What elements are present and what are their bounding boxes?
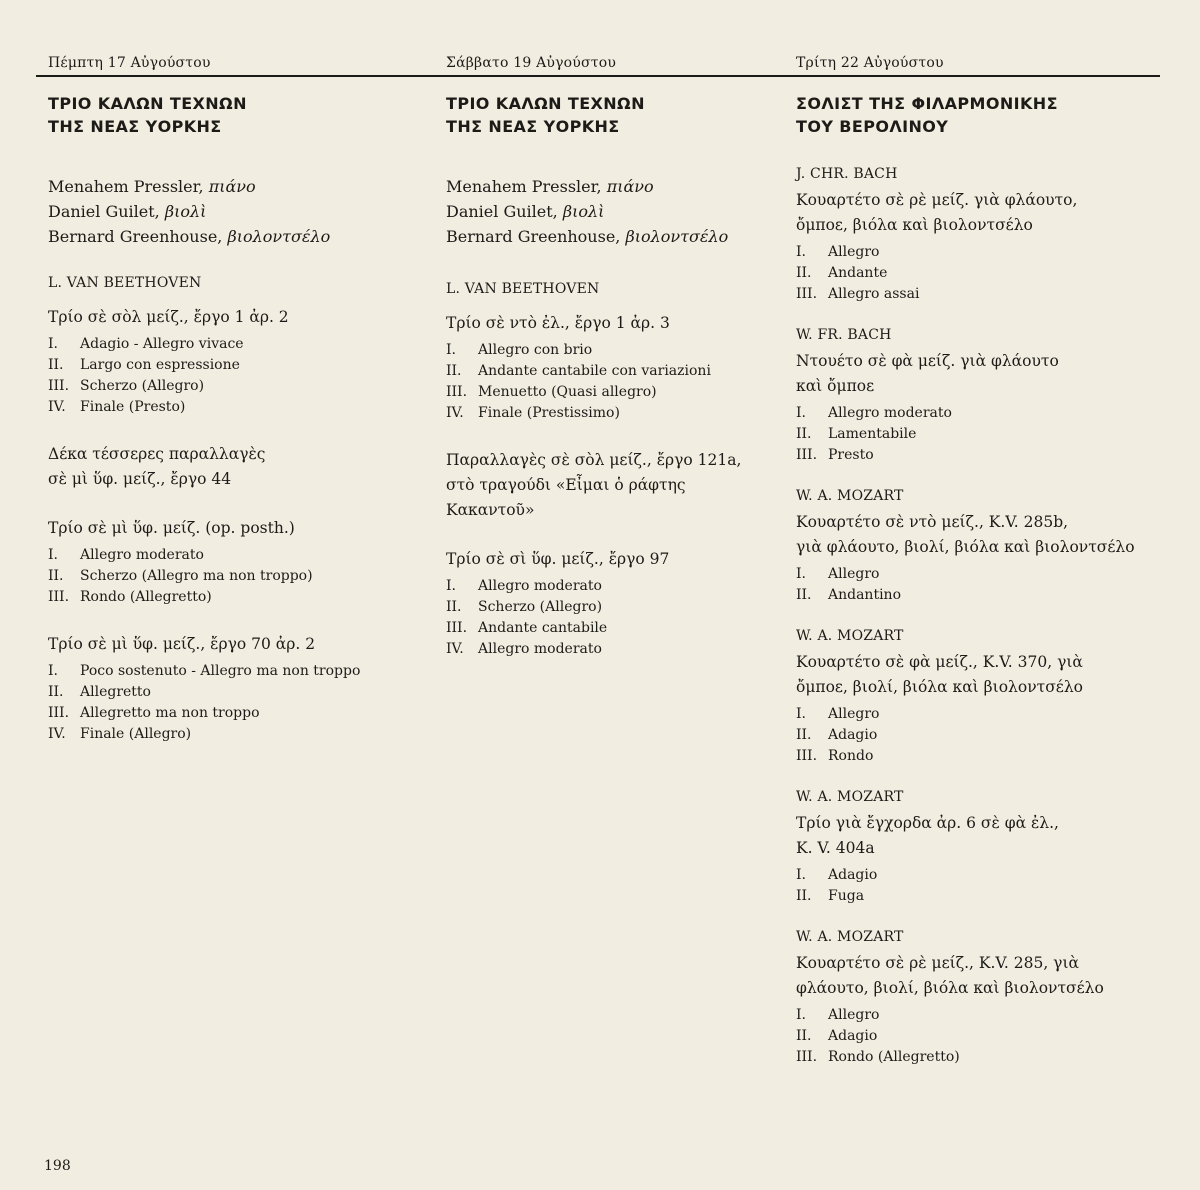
composer-name: L. VAN BEETHOVEN bbox=[446, 281, 600, 297]
work-title: Τρίο σὲ σὸλ μείζ., ἔργο 1 ἀρ. 2 bbox=[48, 308, 289, 326]
movement-title: Allegretto ma non troppo bbox=[80, 705, 260, 721]
performer-name: Menahem Pressler, bbox=[446, 177, 602, 196]
movement-number: III. bbox=[796, 1049, 818, 1065]
date-header-1: Πέμπτη 17 Αὐγούστου bbox=[48, 55, 211, 71]
work-title: γιὰ φλάουτο, βιολί, βιόλα καὶ βιολοντσέλο bbox=[796, 538, 1135, 556]
movement bbox=[48, 703, 360, 724]
movement-list bbox=[446, 340, 741, 424]
movement-title: Allegro con brio bbox=[478, 342, 593, 358]
movement-list bbox=[446, 576, 741, 660]
movement-title: Allegro bbox=[828, 1007, 880, 1023]
performer bbox=[446, 174, 741, 199]
movement bbox=[796, 403, 1135, 424]
performer-name: Bernard Greenhouse, bbox=[48, 227, 223, 246]
concert-title: ΤΗΣ ΝΕΑΣ ΥΟΡΚΗΣ bbox=[446, 117, 620, 136]
movement-number: IV. bbox=[446, 641, 464, 657]
work-title: Κουαρτέτο σὲ ρὲ μείζ. γιὰ φλάουτο, bbox=[796, 191, 1078, 209]
concert-title: ΤΟΥ ΒΕΡΟΛΙΝΟΥ bbox=[796, 117, 949, 136]
header-rule bbox=[36, 75, 1160, 77]
movement-title: Finale (Presto) bbox=[80, 399, 186, 415]
movement-list bbox=[796, 1005, 1135, 1068]
movement-title: Allegro bbox=[828, 566, 880, 582]
movement bbox=[796, 585, 1135, 606]
movement-number: II. bbox=[796, 587, 812, 603]
movement-number: III. bbox=[48, 705, 70, 721]
performer bbox=[48, 174, 360, 199]
movement bbox=[48, 566, 360, 587]
movement-title: Menuetto (Quasi allegro) bbox=[478, 384, 657, 400]
work-title: Τρίο γιὰ ἔγχορδα ἀρ. 6 σὲ φὰ ἐλ., bbox=[796, 814, 1059, 832]
movement-number: I. bbox=[796, 244, 806, 260]
movement-number: I. bbox=[446, 578, 456, 594]
movement bbox=[796, 445, 1135, 466]
movement-number: IV. bbox=[446, 405, 464, 421]
movement bbox=[446, 340, 741, 361]
composer-name: W. A. MOZART bbox=[796, 789, 904, 805]
movement-list bbox=[796, 242, 1135, 305]
movement-title: Adagio bbox=[828, 867, 878, 883]
concert-title: ΣΟΛΙΣΤ ΤΗΣ ΦΙΛΑΡΜΟΝΙΚΗΣ bbox=[796, 94, 1058, 113]
movement-title: Scherzo (Allegro) bbox=[80, 378, 205, 394]
work-title: Ντουέτο σὲ φὰ μείζ. γιὰ φλάουτο bbox=[796, 352, 1059, 370]
movement bbox=[796, 886, 1135, 907]
movement-title: Adagio bbox=[828, 1028, 878, 1044]
movement-list bbox=[48, 661, 360, 745]
work-title: Κουαρτέτο σὲ ντὸ μείζ., K.V. 285b, bbox=[796, 513, 1069, 531]
movement bbox=[48, 355, 360, 376]
composer-name: W. A. MOZART bbox=[796, 488, 904, 504]
performer-list bbox=[48, 174, 360, 249]
movement bbox=[796, 284, 1135, 305]
movement-list bbox=[796, 865, 1135, 907]
movement-title: Andante bbox=[828, 265, 888, 281]
movement bbox=[446, 597, 741, 618]
movement-number: II. bbox=[446, 599, 462, 615]
performer bbox=[48, 224, 360, 249]
page-number: 198 bbox=[44, 1158, 71, 1174]
composer-name: W. FR. BACH bbox=[796, 327, 892, 343]
performer bbox=[446, 224, 741, 249]
composer-name: W. A. MOZART bbox=[796, 628, 904, 644]
movement-title: Rondo (Allegretto) bbox=[828, 1049, 960, 1065]
movement bbox=[48, 376, 360, 397]
movement bbox=[446, 361, 741, 382]
composer-name: J. CHR. BACH bbox=[796, 166, 898, 182]
work-title: Δέκα τέσσερες παραλλαγὲς bbox=[48, 445, 266, 463]
movement-title: Largo con espressione bbox=[80, 357, 240, 373]
movement bbox=[796, 725, 1135, 746]
movement-number: II. bbox=[48, 568, 64, 584]
performer-instrument: πιάνο bbox=[208, 177, 256, 196]
performer-list bbox=[446, 174, 741, 249]
movement-number: IV. bbox=[48, 399, 66, 415]
movement-title: Andante cantabile con variazioni bbox=[478, 363, 711, 379]
movement-title: Fuga bbox=[828, 888, 865, 904]
movement-title: Allegro assai bbox=[828, 286, 920, 302]
movement-list bbox=[48, 334, 360, 418]
performer bbox=[48, 199, 360, 224]
movement-number: I. bbox=[796, 706, 806, 722]
movement-number: I. bbox=[48, 336, 58, 352]
movement-number: I. bbox=[48, 547, 58, 563]
work-title: καὶ ὄμποε bbox=[796, 377, 875, 395]
movement-title: Allegro bbox=[828, 706, 880, 722]
movement-title: Finale (Allegro) bbox=[80, 726, 192, 742]
movement bbox=[48, 397, 360, 418]
performer-name: Bernard Greenhouse, bbox=[446, 227, 621, 246]
composer-name: L. VAN BEETHOVEN bbox=[48, 275, 202, 291]
movement-number: I. bbox=[796, 405, 806, 421]
movement-number: III. bbox=[796, 748, 818, 764]
movement-title: Allegro moderato bbox=[478, 578, 602, 594]
concert-title: ΤΡΙΟ ΚΑΛΩΝ ΤΕΧΝΩΝ bbox=[446, 94, 645, 113]
movement bbox=[796, 746, 1135, 767]
work-title: Τρίο σὲ σὶ ὕφ. μείζ., ἔργο 97 bbox=[446, 550, 670, 568]
movement bbox=[48, 724, 360, 745]
work-title: φλάουτο, βιολί, βιόλα καὶ βιολοντσέλο bbox=[796, 979, 1104, 997]
performer-instrument: βιολοντσέλο bbox=[227, 227, 331, 246]
movement-title: Poco sostenuto - Allegro ma non troppo bbox=[80, 663, 361, 679]
movement-number: II. bbox=[48, 684, 64, 700]
movement-title: Andante cantabile bbox=[478, 620, 608, 636]
movement-title: Scherzo (Allegro) bbox=[478, 599, 603, 615]
movement-number: III. bbox=[446, 620, 468, 636]
movement bbox=[796, 242, 1135, 263]
movement-title: Allegro moderato bbox=[828, 405, 952, 421]
movement-title: Rondo bbox=[828, 748, 874, 764]
performer-instrument: βιολὶ bbox=[164, 202, 207, 221]
movement-number: I. bbox=[796, 867, 806, 883]
work-title: Παραλλαγὲς σὲ σὸλ μείζ., ἔργο 121a, bbox=[446, 451, 742, 469]
movement-number: III. bbox=[796, 447, 818, 463]
concert-title: ΤΗΣ ΝΕΑΣ ΥΟΡΚΗΣ bbox=[48, 117, 222, 136]
performer-name: Daniel Guilet, bbox=[446, 202, 558, 221]
movement-number: I. bbox=[48, 663, 58, 679]
movement bbox=[446, 576, 741, 597]
performer-instrument: βιολὶ bbox=[562, 202, 605, 221]
movement-number: II. bbox=[796, 888, 812, 904]
performer-name: Daniel Guilet, bbox=[48, 202, 160, 221]
movement-number: II. bbox=[796, 265, 812, 281]
movement bbox=[48, 587, 360, 608]
movement bbox=[446, 639, 741, 660]
movement bbox=[48, 682, 360, 703]
movement-list bbox=[48, 545, 360, 608]
composer-name: W. A. MOZART bbox=[796, 929, 904, 945]
column-2 bbox=[446, 92, 741, 660]
movement bbox=[446, 403, 741, 424]
movement bbox=[796, 704, 1135, 725]
concert-title: ΤΡΙΟ ΚΑΛΩΝ ΤΕΧΝΩΝ bbox=[48, 94, 247, 113]
movement-number: II. bbox=[446, 363, 462, 379]
movement bbox=[796, 1005, 1135, 1026]
movement-title: Allegro bbox=[828, 244, 880, 260]
movement-number: III. bbox=[796, 286, 818, 302]
work-title: Τρίο σὲ μὶ ὕφ. μείζ., ἔργο 70 ἀρ. 2 bbox=[48, 635, 316, 653]
movement-list bbox=[796, 564, 1135, 606]
work-title: Κουαρτέτο σὲ φὰ μείζ., K.V. 370, γιὰ bbox=[796, 653, 1083, 671]
movement-number: II. bbox=[796, 1028, 812, 1044]
movement bbox=[796, 1026, 1135, 1047]
work-title: σὲ μὶ ὕφ. μείζ., ἔργο 44 bbox=[48, 470, 232, 488]
work-title: Τρίο σὲ μὶ ὕφ. μείζ. (op. posth.) bbox=[48, 519, 295, 537]
performer-instrument: βιολοντσέλο bbox=[625, 227, 729, 246]
movement-title: Scherzo (Allegro ma non troppo) bbox=[80, 568, 313, 584]
work-title: Κουαρτέτο σὲ ρὲ μείζ., K.V. 285, γιὰ bbox=[796, 954, 1079, 972]
work-title: K. V. 404a bbox=[796, 839, 875, 857]
movement bbox=[446, 618, 741, 639]
movement-number: I. bbox=[446, 342, 456, 358]
movement-title: Adagio - Allegro vivace bbox=[80, 336, 244, 352]
movement-title: Andantino bbox=[828, 587, 902, 603]
movement bbox=[48, 661, 360, 682]
movement bbox=[796, 564, 1135, 585]
date-header-3: Τρίτη 22 Αὐγούστου bbox=[796, 55, 944, 71]
column-3 bbox=[796, 92, 1135, 1068]
movement bbox=[796, 1047, 1135, 1068]
work-title: ὄμποε, βιόλα καὶ βιολοντσέλο bbox=[796, 216, 1033, 234]
movement-number: IV. bbox=[48, 726, 66, 742]
work-title: Τρίο σὲ ντὸ ἐλ., ἔργο 1 ἀρ. 3 bbox=[446, 314, 670, 332]
movement bbox=[48, 334, 360, 355]
movement bbox=[796, 263, 1135, 284]
performer-name: Menahem Pressler, bbox=[48, 177, 204, 196]
movement-number: III. bbox=[48, 378, 70, 394]
movement-title: Allegro moderato bbox=[80, 547, 204, 563]
movement-number: I. bbox=[796, 1007, 806, 1023]
work-title: ὄμποε, βιολί, βιόλα καὶ βιολοντσέλο bbox=[796, 678, 1083, 696]
movement bbox=[446, 382, 741, 403]
movement bbox=[48, 545, 360, 566]
movement-title: Adagio bbox=[828, 727, 878, 743]
movement-number: III. bbox=[446, 384, 468, 400]
column-1 bbox=[48, 92, 360, 745]
movement-title: Rondo (Allegretto) bbox=[80, 589, 212, 605]
movement-number: II. bbox=[796, 727, 812, 743]
movement-number: I. bbox=[796, 566, 806, 582]
movement-number: II. bbox=[48, 357, 64, 373]
work-title: Κακαντοῦ» bbox=[446, 501, 535, 519]
movement-title: Allegretto bbox=[80, 684, 151, 700]
movement-number: II. bbox=[796, 426, 812, 442]
movement bbox=[796, 865, 1135, 886]
movement-list bbox=[796, 403, 1135, 466]
movement-title: Presto bbox=[828, 447, 874, 463]
movement-title: Allegro moderato bbox=[478, 641, 602, 657]
performer-instrument: πιάνο bbox=[606, 177, 654, 196]
movement bbox=[796, 424, 1135, 445]
movement-number: III. bbox=[48, 589, 70, 605]
date-header-2: Σάββατο 19 Αὐγούστου bbox=[446, 55, 617, 71]
performer bbox=[446, 199, 741, 224]
movement-title: Lamentabile bbox=[828, 426, 917, 442]
movement-list bbox=[796, 704, 1135, 767]
work-title: στὸ τραγούδι «Εἶμαι ὁ ράφτης bbox=[446, 476, 686, 494]
movement-title: Finale (Prestissimo) bbox=[478, 405, 620, 421]
